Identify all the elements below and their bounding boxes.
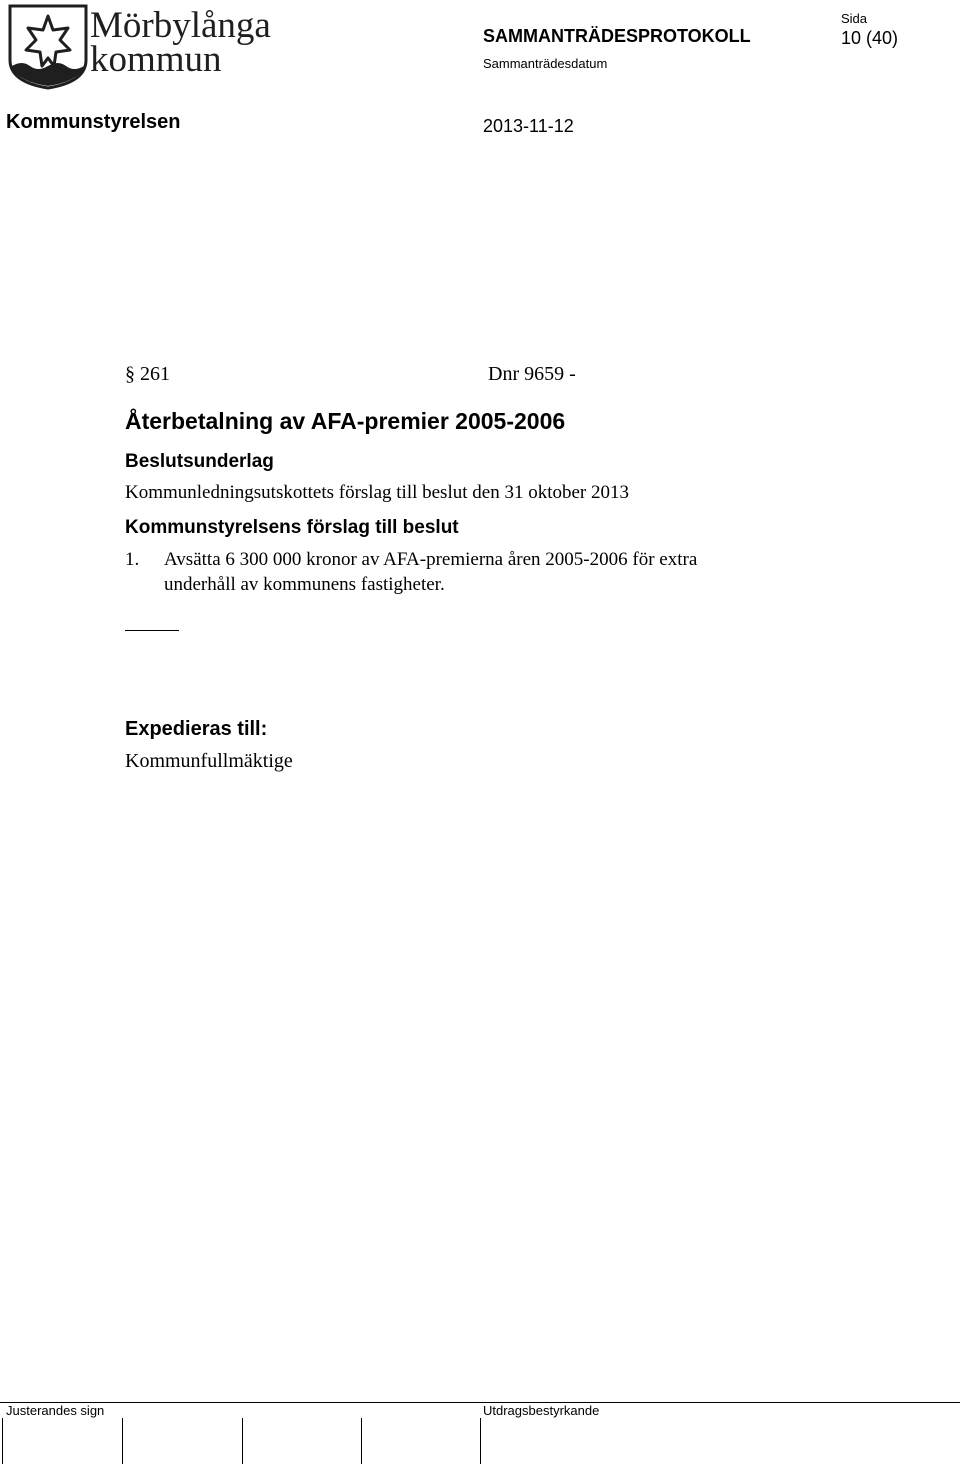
proposal-text-line1: Avsätta 6 300 000 kronor av AFA-premierna åren 2005-2006 för extra xyxy=(164,549,698,570)
section-divider xyxy=(125,630,179,631)
logo-wordmark-line2: kommun xyxy=(90,39,222,80)
meeting-date-label: Sammanträdesdatum xyxy=(483,56,608,71)
proposal-heading: Kommunstyrelsens förslag till beslut xyxy=(125,517,459,538)
signature-box-divider xyxy=(2,1418,3,1464)
diary-number: Dnr 9659 - xyxy=(488,363,576,385)
footer-sign-label: Justerandes sign xyxy=(6,1403,105,1418)
basis-text: Kommunledningsutskottets förslag till beslut den 31 oktober 2013 xyxy=(125,482,629,503)
signature-box-divider xyxy=(361,1418,362,1464)
dispatch-heading: Expedieras till: xyxy=(125,718,268,740)
footer-rule xyxy=(0,1402,960,1403)
page-number: 10 (40) xyxy=(841,28,899,48)
crest-icon xyxy=(6,2,90,90)
item-heading: Återbetalning av AFA-premier 2005-2006 xyxy=(125,408,566,434)
signature-box-divider xyxy=(122,1418,123,1464)
protocol-title: SAMMANTRÄDESPROTOKOLL xyxy=(483,26,751,46)
paragraph-number: § 261 xyxy=(125,363,170,385)
signature-box-divider xyxy=(242,1418,243,1464)
signature-box-divider xyxy=(480,1418,481,1464)
page-label: Sida xyxy=(841,11,868,26)
proposal-number: 1. xyxy=(125,549,140,570)
dispatch-recipient: Kommunfullmäktige xyxy=(125,750,293,772)
footer-extract-label: Utdragsbestyrkande xyxy=(483,1403,600,1418)
logo-wordmark-line1: Mörbylånga xyxy=(90,5,271,46)
meeting-date: 2013-11-12 xyxy=(483,116,574,136)
basis-heading: Beslutsunderlag xyxy=(125,451,274,472)
proposal-text-line2: underhåll av kommunens fastigheter. xyxy=(164,574,445,595)
organization-name: Kommunstyrelsen xyxy=(6,111,181,133)
